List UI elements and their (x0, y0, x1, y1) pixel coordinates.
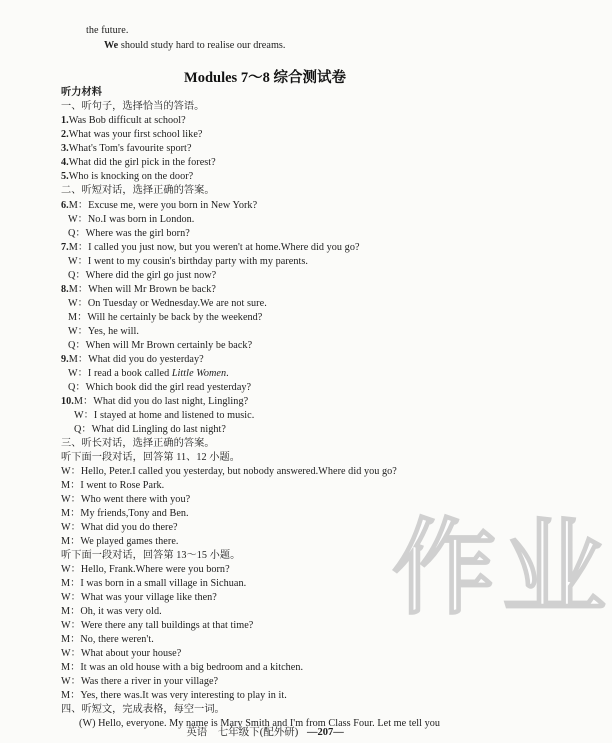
text-line: Q：Where was the girl born? (68, 228, 190, 239)
text-line: Q：Which book did the girl read yesterday? (68, 382, 252, 393)
text-line: M：No, there weren't. (61, 634, 154, 645)
text-line: M：It was an old house with a big bedroom and a kitchen. (61, 662, 304, 673)
text-line: M：Will he certainly be back by the weekend? (68, 312, 263, 323)
line-bold-prefix: 9. (61, 354, 69, 365)
text-line: 8.M：When will Mr Brown be back? (61, 284, 216, 295)
line-bold-prefix: 2. (61, 129, 69, 140)
text-line: W：On Tuesday or Wednesday.We are not sure. (68, 298, 267, 309)
line-bold-prefix: 10. (61, 396, 74, 407)
text-line: W：Hello, Frank.Where were you born? (61, 564, 230, 575)
text-line: (W) Hello, everyone. My name is Mary Smith and I'm from Class Four. Let me tell you (79, 718, 441, 729)
text-line: 9.M：What did you do yesterday? (61, 354, 204, 365)
text-line: W：I stayed at home and listened to music. (74, 410, 255, 421)
text-line: W：Who went there with you? (61, 494, 191, 505)
text-line: the future. (86, 25, 129, 36)
book-title: Little Women (171, 368, 227, 379)
page-title: Modules 7～8 综合测试卷 (184, 70, 346, 86)
footer-subject: 英语 七年级下(配外研) (186, 727, 299, 738)
text-line: W：No.I was born in London. (68, 214, 195, 225)
text-line: 5.Who is knocking on the door? (61, 171, 194, 182)
text-line: We should study hard to realise our dreams. (104, 40, 286, 51)
text-line: 10.M：What did you do last night, Lingling? (61, 396, 249, 407)
text-line: W：Hello, Peter.I called you yesterday, but nobody answered.Where did you go? (61, 466, 397, 477)
text-line: 听下面一段对话，回答第 11、12 小题。 (61, 452, 240, 463)
text-line: 听下面一段对话，回答第 13～15 小题。 (61, 550, 241, 561)
page-footer (0, 724, 530, 739)
text-line: W：What was your village like then? (61, 592, 217, 603)
text-line: 1.Was Bob difficult at school? (61, 115, 186, 126)
text-line: W：Were there any tall buildings at that time? (61, 620, 254, 631)
text-line (61, 86, 102, 99)
text-line: 7.M：I called you just now, but you weren't at home.Where did you go? (61, 242, 360, 253)
line-bold-prefix: 1. (61, 115, 69, 126)
text-line: 3.What's Tom's favourite sport? (61, 143, 192, 154)
text-line: W：What did you do there? (61, 522, 178, 533)
text-line: W：I went to my cousin's birthday party with my parents. (68, 256, 308, 267)
text-line: M：I went to Rose Park. (61, 480, 165, 491)
text-line: 二、听短对话，选择正确的答案。 (61, 185, 215, 196)
text-line: W：I read a book called Little Women. (68, 368, 229, 379)
text-line: M：My friends,Tony and Ben. (61, 508, 189, 519)
text-line: 4.What did the girl pick in the forest? (61, 157, 216, 168)
text-line: M：Yes, there was.It was very interesting to play in it. (61, 690, 287, 701)
text-line: Q：Where did the girl go just now? (68, 270, 217, 281)
line-bold-prefix: 8. (61, 284, 69, 295)
text-line: M：We played games there. (61, 536, 179, 547)
text-line: 四、听短文，完成表格，每空一词。 (61, 704, 225, 715)
text-line: W：What about your house? (61, 648, 182, 659)
line-bold-prefix: 5. (61, 171, 69, 182)
line-bold-prefix: 3. (61, 143, 69, 154)
line-bold-prefix: 4. (61, 157, 69, 168)
text-line: M：I was born in a small village in Sichuan. (61, 578, 247, 589)
watermark: 作业 (392, 507, 612, 629)
text-line: 2.What was your first school like? (61, 129, 203, 140)
text-line: 一、听句子，选择恰当的答语。 (61, 101, 205, 112)
text-line: Q：When will Mr Brown certainly be back? (68, 340, 253, 351)
text-line: 6.M：Excuse me, were you born in New York? (61, 200, 258, 211)
text-line: M：Oh, it was very old. (61, 606, 162, 617)
text-line: W：Yes, he will. (68, 326, 140, 337)
text-line: W：Was there a river in your village? (61, 676, 219, 687)
line-bold-prefix: We (104, 40, 119, 51)
text-line: 三、听长对话，选择正确的答案。 (61, 438, 215, 449)
page-number: —207— (306, 727, 344, 738)
line-bold-prefix: 6. (61, 200, 69, 211)
text-line: Q：What did Lingling do last night? (74, 424, 226, 435)
line-bold-prefix: 7. (61, 242, 69, 253)
line-bold-prefix: 听力材料 (61, 87, 102, 98)
